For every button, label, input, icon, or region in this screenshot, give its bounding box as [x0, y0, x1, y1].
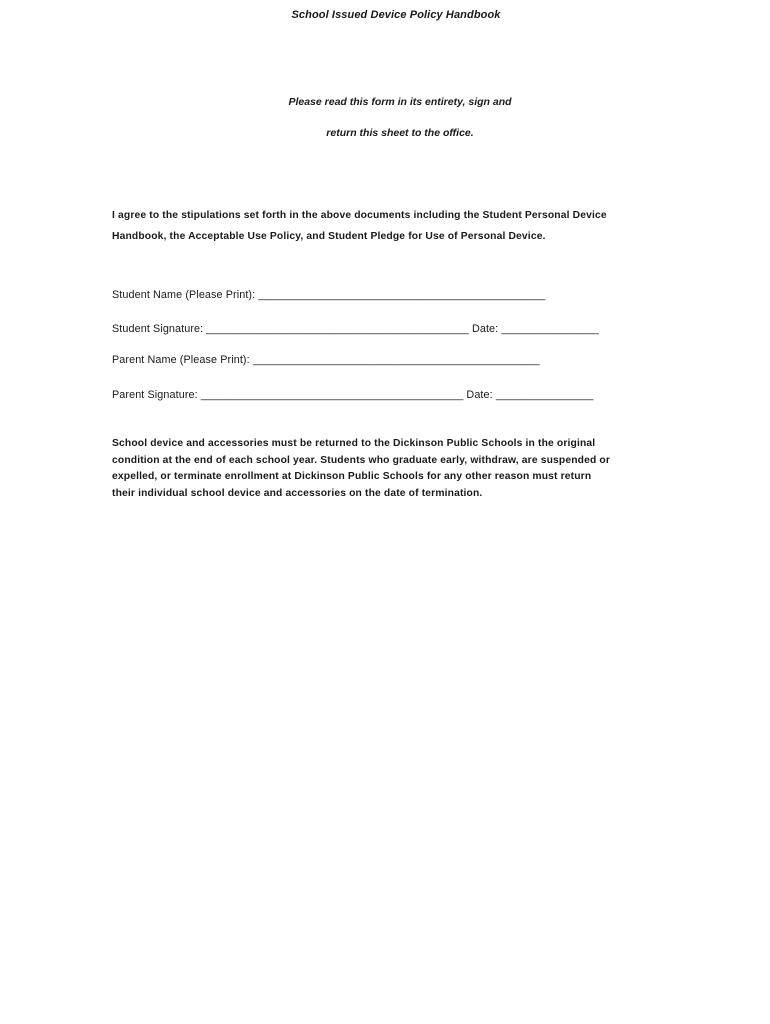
return-policy-line: School device and accessories must be returned to the Dickinson Public Schools in the original — [112, 438, 596, 449]
instructions-line: return this sheet to the office. — [326, 127, 474, 139]
student-name-field: Student Name (Please Print): _______________________________________________ — [112, 289, 546, 301]
return-policy-paragraph — [112, 436, 672, 503]
page-title: School Issued Device Policy Handbook — [291, 9, 501, 21]
instructions-line: Please read this form in its entirety, sign and — [288, 96, 512, 108]
return-policy-line: their individual school device and accessories on the date of termination. — [112, 488, 483, 500]
return-policy-line: condition at the end of each school year. Students who graduate early, withdraw, are suspended or — [112, 454, 611, 466]
agreement-statement — [112, 205, 672, 247]
return-policy-line: expelled, or terminate enrollment at Dickinson Public Schools for any other reason must return — [112, 471, 592, 483]
agreement-line: Handbook, the Acceptable Use Policy, and Student Pledge for Use of Personal Device. — [112, 231, 546, 242]
student-signature-field: Student Signature: ___________________________________________ Date: ________________ — [112, 323, 600, 335]
instructions — [0, 96, 770, 158]
parent-name-field: Parent Name (Please Print): _______________________________________________ — [112, 354, 540, 366]
agreement-line: I agree to the stipulations set forth in the above documents including the Student Personal Device — [112, 210, 607, 221]
parent-signature-field: Parent Signature: ___________________________________________ Date: ________________ — [112, 389, 594, 401]
